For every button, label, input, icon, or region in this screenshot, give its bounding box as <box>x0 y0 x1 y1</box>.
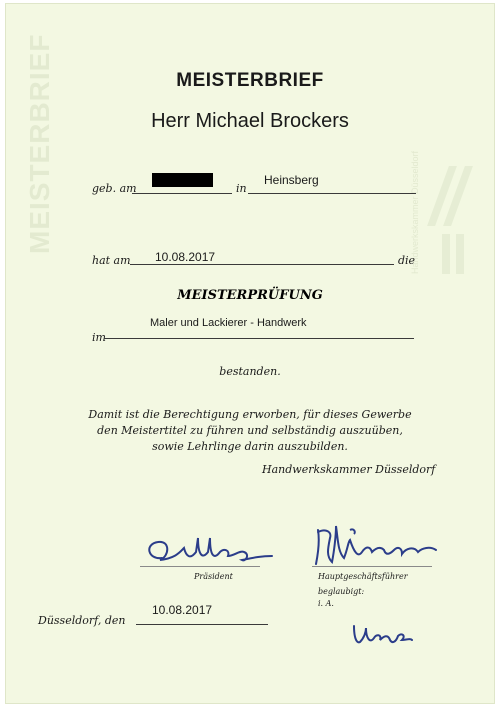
recipient-name: Herr Michael Brockers <box>151 110 349 132</box>
statement-line-1: Damit ist die Berechtigung erworben, für dieses Gewerbe <box>88 408 412 421</box>
die-label: die <box>398 254 416 267</box>
passed-text: bestanden. <box>219 365 281 378</box>
birth-place-value: Heinsberg <box>264 173 319 187</box>
birth-place-line <box>248 193 416 194</box>
exam-date-label: hat am <box>92 254 131 267</box>
exam-date-line <box>130 264 394 265</box>
birth-date-label: geb. am <box>92 182 137 195</box>
certificate-paper <box>6 4 494 703</box>
watermark-left: MEISTERBRIEF <box>24 33 55 254</box>
trade-line <box>104 338 414 339</box>
exam-title: MEISTERPRÜFUNG <box>177 288 323 303</box>
statement-line-3: sowie Lehrlinge darin auszubilden. <box>152 440 348 453</box>
watermark-right-logo <box>398 74 478 274</box>
issue-date-value: 10.08.2017 <box>152 603 213 617</box>
certified-label: beglaubigt: <box>318 587 365 596</box>
statement-line-2: den Meistertitel zu führen und selbständig auszuüben, <box>97 424 403 437</box>
president-signature-line <box>140 566 260 567</box>
trade-label: im <box>92 331 106 344</box>
president-label: Präsident <box>194 572 233 581</box>
managing-director-signature <box>310 518 450 572</box>
watermark-bar <box>456 234 464 274</box>
director-signature-line <box>312 566 432 567</box>
watermark-right-text: Handwerkskammer Düsseldorf <box>410 150 420 274</box>
redacted-birth-date <box>152 173 213 187</box>
issue-date-line <box>136 624 268 625</box>
exam-date-value: 10.08.2017 <box>155 250 216 264</box>
certifier-signature <box>348 618 418 652</box>
certificate-title: MEISTERBRIEF <box>176 70 324 91</box>
ia-label: i. A. <box>318 599 334 608</box>
director-label: Hauptgeschäftsführer <box>318 572 408 581</box>
birth-place-label: in <box>236 182 247 195</box>
watermark-bar <box>442 234 450 274</box>
trade-value: Maler und Lackierer - Handwerk <box>150 317 307 329</box>
issue-place-label: Düsseldorf, den <box>38 614 126 627</box>
issuer: Handwerkskammer Düsseldorf <box>262 463 436 476</box>
birth-date-line <box>132 193 232 194</box>
